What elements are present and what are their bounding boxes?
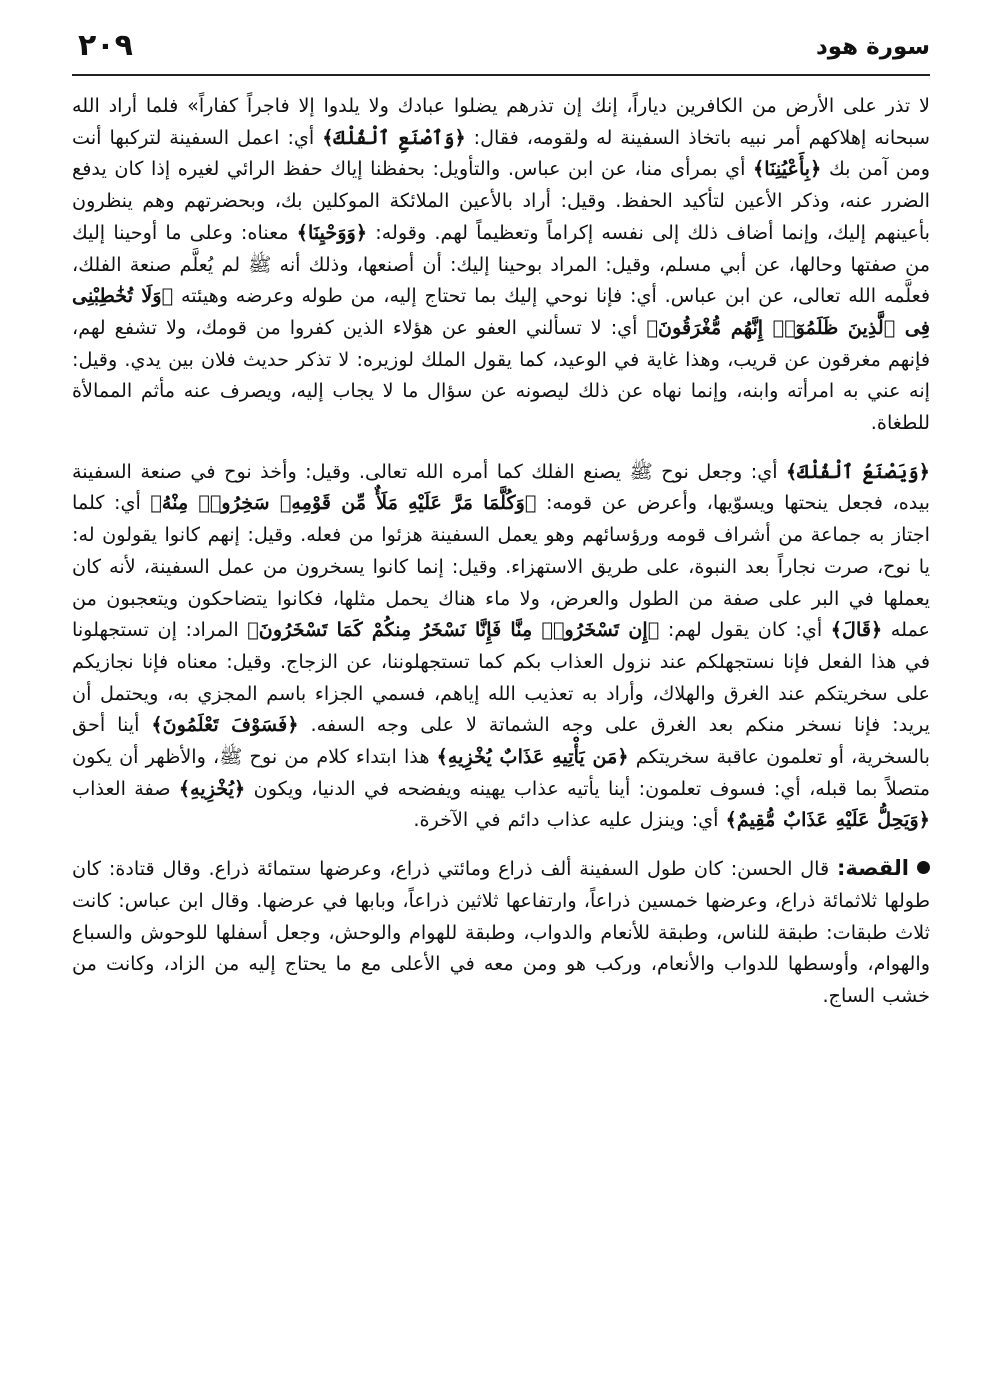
text-segment: قال الحسن: كان طول السفينة ألف ذراع ومائتي ذراع، وعرضها ستمائة ذراع. وقال قتادة: كان طولها ثلاثمائة ذراع، وعرضها خمسين ذراعاً، وارتفاعها ثلاثين ذراعاً، وبابها في عرضها. وقال ابن عباس: كانت ثلاث طبقات: طبقة للناس، وطبقة للأنعام والدواب، وطبقة للهوام والوحش، وجعل أسفلها للوحوش والسباع والهوام، وأوسطها للدواب والأنعام، وركب هو ومن معه في الأعلى مع ما يحتاج إليه من الزاد، وكانت من خشب الساج. [72, 857, 930, 1007]
book-page [72, 28, 930, 1358]
paragraph-2 [72, 456, 930, 836]
quran-quote: ﴿مَن يَأْتِيهِ عَذَابٌ يُخْزِيهِ﴾ [436, 745, 629, 769]
text-segment: أي: كلما اجتاز به جماعة من أشراف قومه ورؤسائهم وهو يعمل السفينة هزئوا من فعله. وقيل: إنهم كانوا يقولون له: يا نوح، صرت نجاراً بعد النبوة، على طريق الاستهزاء. وقيل: إنما كانوا يسخرون من عمل السفينة، لأنه كان يعملها في البر على صفة من الطول والعرض، ولا ماء هناك يحمل مثلها، فكانوا يتضاحكون ويتعجبون من عمله [72, 491, 930, 642]
quran-quote: ﴿وَكُلَّمَا مَرَّ عَلَيْهِ مَلَأٌ مِّن قَوْمِهِۦ سَخِرُوا۟ مِنْهُ﴾ [150, 491, 537, 515]
text-segment: أي: وينزل عليه عذاب دائم في الآخرة. [413, 808, 726, 832]
text-segment: أي: لا تسألني العفو عن هؤلاء الذين كفروا من قومك، ولا تشفع لهم، فإنهم مغرقون عن قريب، وهذا غاية في الوعيد، كما يقول الملك لوزيره: لا تذكر حديث فلان بين يدي. وقيل: إنه عني به امرأته وابنه، وإنما نهاه عن ذلك ليصونه عن سؤال ما لا يجاب إليه، ويصرف عنه مأثم الممالأة للطغاة. [72, 315, 930, 435]
quran-quote: ﴿إِن تَسْخَرُوا۟ مِنَّا فَإِنَّا نَسْخَرُ مِنكُمْ كَمَا تَسْخَرُونَ﴾ [247, 618, 660, 642]
quran-quote: ﴿يُخْزِيهِ﴾ [178, 776, 246, 800]
text-segment: أي بمرأى منا، عن ابن عباس. والتأويل: بحفظنا إياك حفظ الرائي لغيره إذا كان يدفع الضرر عنه، وذكر الأعين لتأكيد الحفظ. وقيل: أراد بالأعين الملائكة الموكلين بك، وبحضرتهم وهم ينظرون بأعينهم إليك، وإنما أضاف ذلك إلى نفسه إكراماً وتعظيماً لهم. وقوله: [72, 157, 931, 244]
paragraph-1 [72, 90, 930, 439]
quran-quote: ﴿وَيَصْنَعُ ٱلْفُلْكَ﴾ [786, 459, 930, 483]
text-segment: هذا ابتداء كلام من نوح ﷺ، والأظهر أن يكون متصلاً بما قبله، أي: فسوف تعلمون: أينا يأتيه عذاب يهينه ويفضحه في الدنيا، ويكون [72, 745, 930, 800]
text-segment: لا تذر على الأرض من الكافرين دياراً، إنك إن تذرهم يضلوا عبادك ولا يلدوا إلا فاجراً كفاراً» فلما أراد الله سبحانه إهلاكهم أمر نبيه باتخاذ السفينة له ولقومه، فقال: [72, 94, 931, 149]
section-title: القصة: [836, 856, 909, 881]
text-segment: أينا أحق بالسخرية، أو تعلمون عاقبة سخريتكم [72, 713, 930, 769]
quran-quote: ﴿وَٱصْنَعِ ٱلْفُلْكَ﴾ [322, 125, 466, 149]
page-header [72, 28, 930, 76]
text-segment: صفة العذاب [72, 776, 179, 800]
quran-quote: ﴿وَيَحِلُّ عَلَيْهِ عَذَابٌ مُّقِيمٌ﴾ [725, 808, 930, 832]
bullet-icon [917, 861, 930, 874]
commentary-body [72, 90, 930, 1012]
text-segment: المراد: إن تستجهلونا في هذا الفعل فإنا نستجهلكم عند نزول العذاب بكم كما تستجهلوننا، عن الزجاج. وقيل: معناه فإنا نجازيكم على سخريتكم عند الغرق والهلاك، وأراد به تعذيب الله إياهم، فسمي الجزاء باسم المجزي به، ويحتمل أن يريد: فإنا نسخر منكم بعد الغرق على وجه الشماتة لا على وجه السفه. [72, 618, 930, 737]
text-segment: أي: اعمل السفينة لتركبها أنت ومن آمن بك [72, 125, 930, 181]
quran-quote: ﴿قَالَ﴾ [830, 618, 883, 642]
page-number: ٢٠٩ [78, 28, 133, 63]
quran-quote: ﴿فَسَوْفَ تَعْلَمُونَ﴾ [151, 713, 299, 737]
surah-name: سورة هود [815, 34, 930, 60]
text-segment: أي: وجعل نوح ﷺ يصنع الفلك كما أمره الله تعالى. وقيل: وأخذ نوح في صنعة السفينة بيده، فجعل ينحتها ويسوّيها، وأعرض عن قومه: [72, 459, 930, 515]
text-segment: أي: كان يقول لهم: [659, 618, 831, 642]
paragraph-3 [72, 853, 930, 1012]
quran-quote: ﴿بِأَعْيُنِنَا﴾ [753, 157, 822, 181]
quran-quote: ﴿وَلَا تُخَٰطِبْنِى فِى ٱلَّذِينَ ظَلَمُوٓا۟ إِنَّهُم مُّغْرَقُونَ﴾ [72, 284, 930, 339]
text-segment: معناه: وعلى ما أوحينا إليك من صفتها وحالها، عن أبي مسلم، وقيل: المراد بوحينا إليك: أن أصنعها، وذلك أنه ﷺ لم يُعلَّم صنعة الفلك، فعلَّمه الله تعالى، عن ابن عباس. أي: فإنا نوحي إليك بما تحتاج إليه، من طوله وعرضه وهيئته [72, 220, 931, 308]
quran-quote: ﴿وَوَحْيِنَا﴾ [296, 220, 368, 244]
